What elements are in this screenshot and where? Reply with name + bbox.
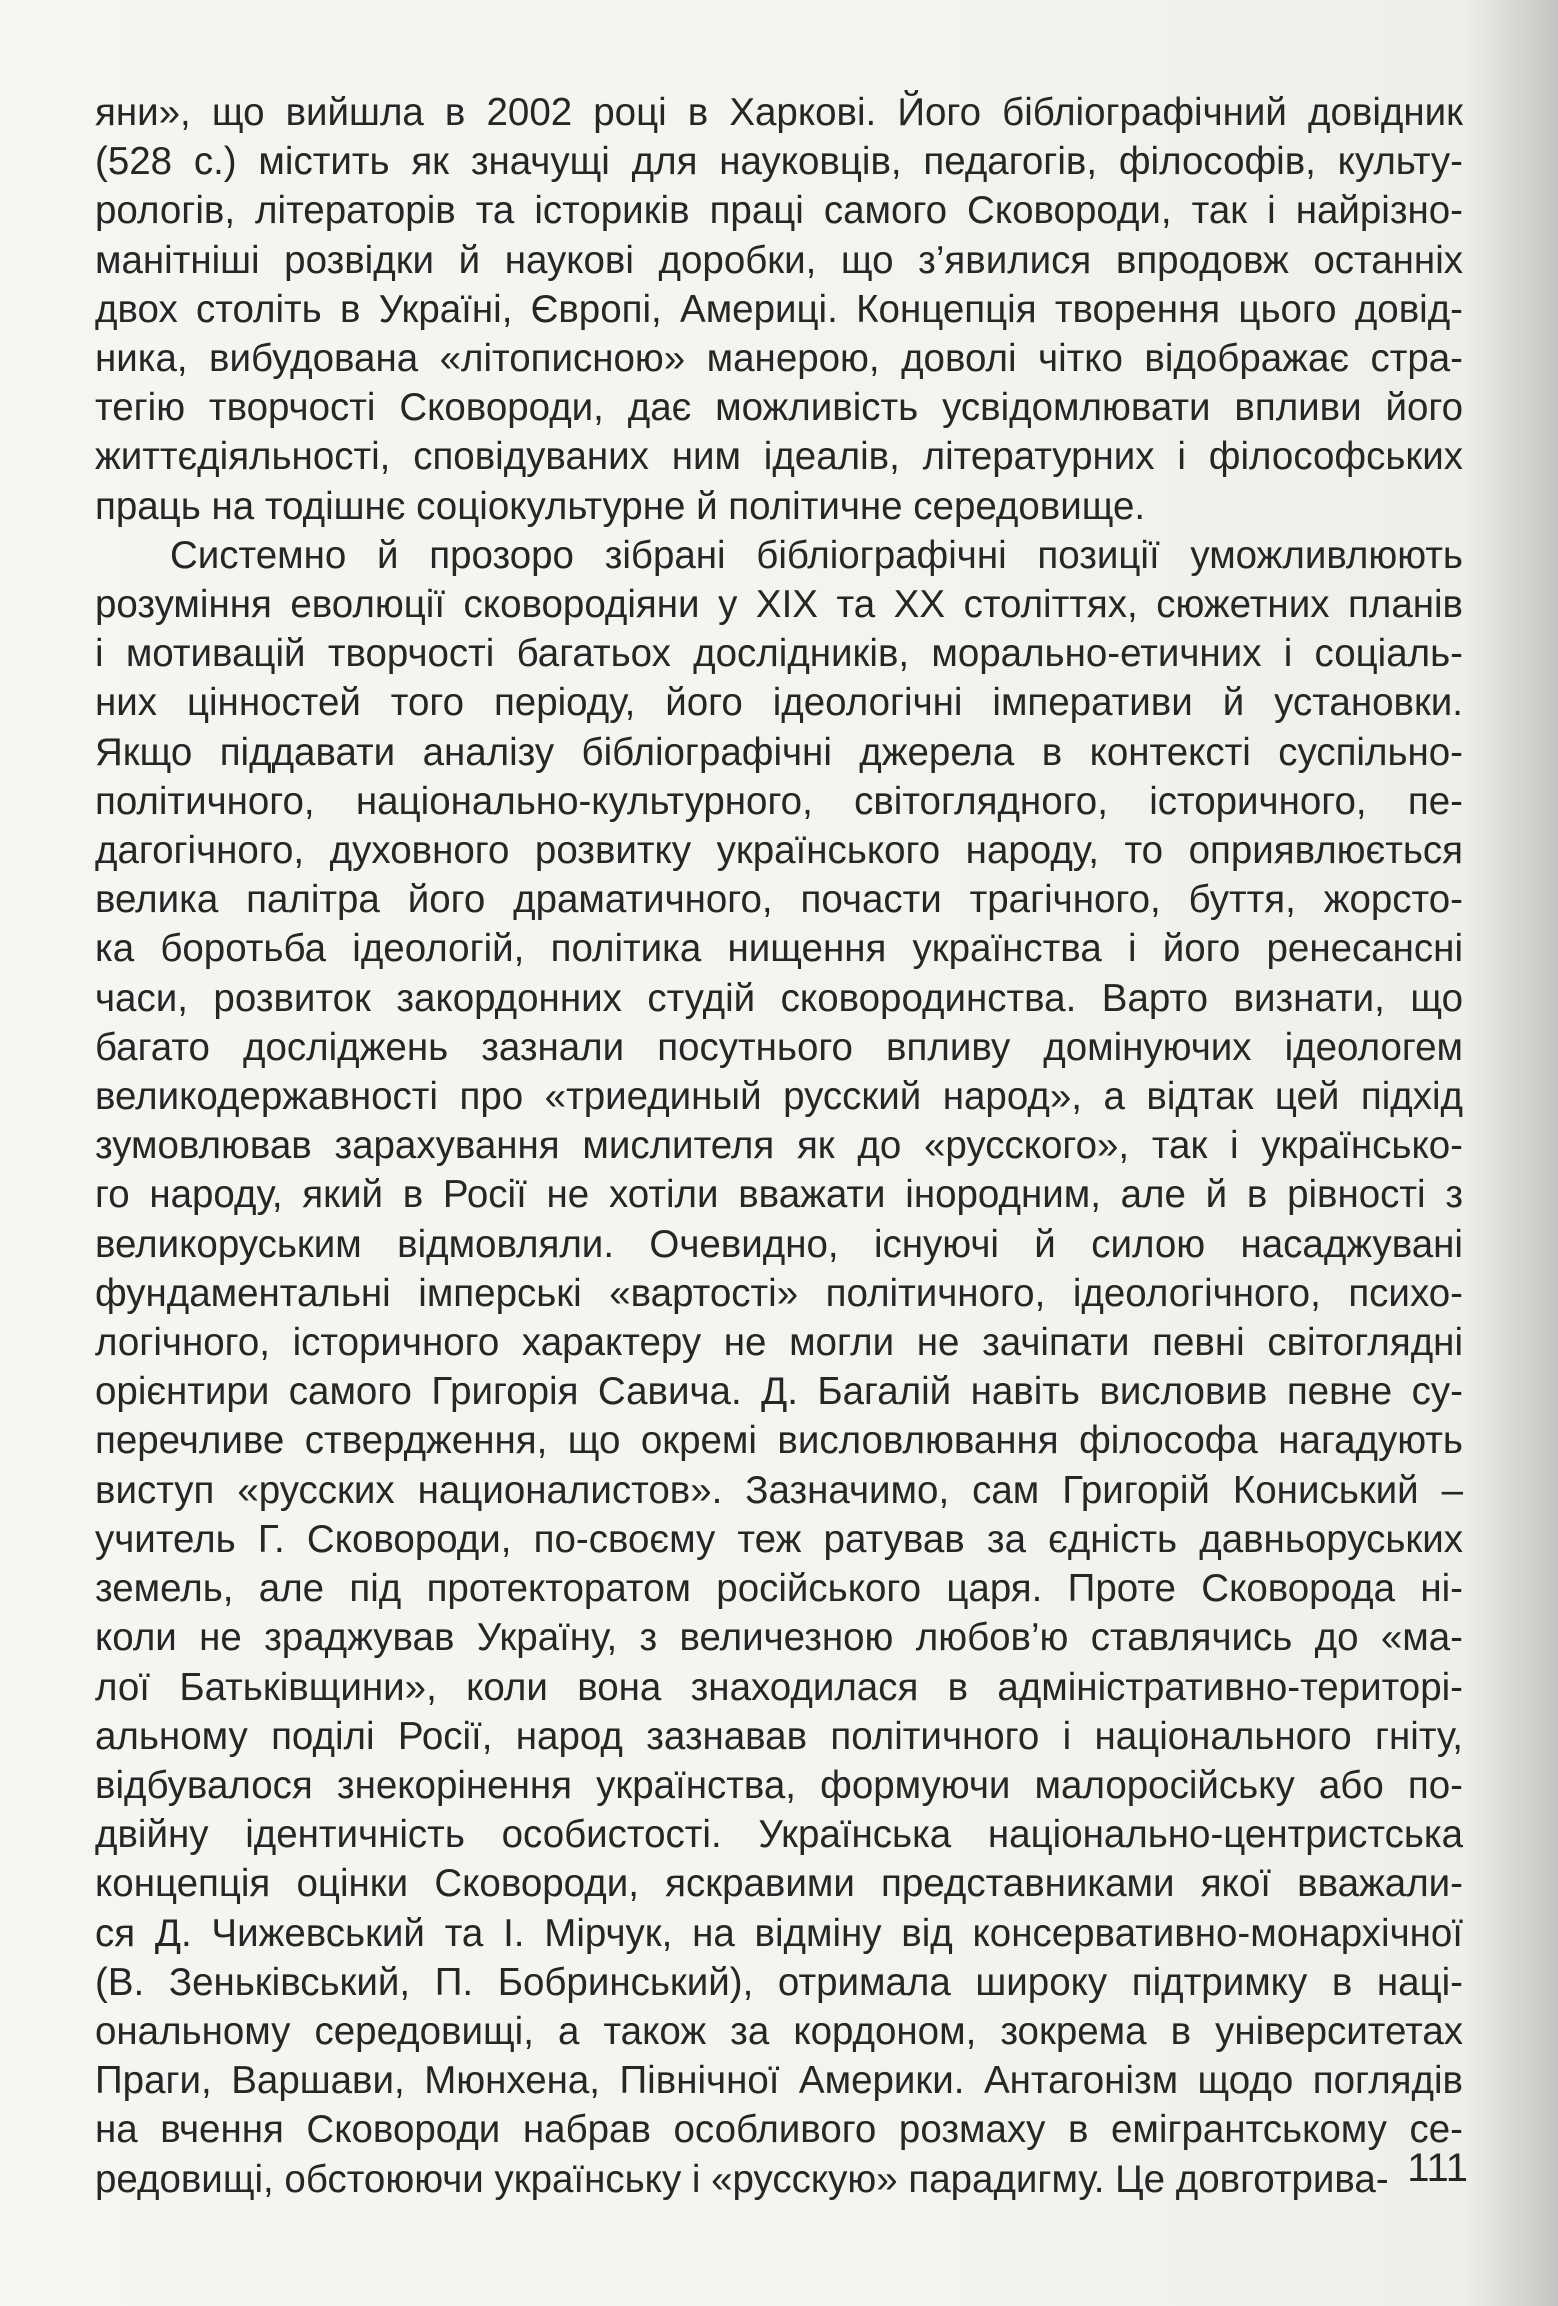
paragraph-continued — [95, 88, 1463, 531]
text-line: тегію творчості Сковороди, дає можливість усвідомлювати впливи його — [95, 386, 1463, 430]
text-line: і мотивацій творчості багатьох дослідників, морально-етичних і соціаль- — [95, 632, 1463, 676]
text-line: життєдіяльності, сповідуваних ним ідеалів, літературних і філософських — [95, 435, 1463, 479]
text-line: праць на тодішнє соціокультурне й політичне середовище. — [95, 484, 1146, 528]
text-line: земель, але під протекторатом російського царя. Проте Сковорода ні- — [95, 1567, 1463, 1611]
text-line: манітніші розвідки й наукові доробки, що з’явилися впродовж останніх — [95, 238, 1463, 282]
text-line: на вчення Сковороди набрав особливого розмаху в емігрантському се- — [95, 2108, 1463, 2152]
text-line: двох століть в Україні, Європі, Америці. Концепція творення цього довід- — [95, 287, 1463, 331]
text-line: велика палітра його драматичного, почасти трагічного, буття, жорсто- — [95, 878, 1463, 922]
text-line: редовищі, обстоюючи українську і «русскую» парадигму. Це довготрива- — [95, 2157, 1389, 2201]
text-line: Якщо піддавати аналізу бібліографічні джерела в контексті суспільно- — [95, 730, 1463, 774]
text-line: великоруським відмовляли. Очевидно, існуючі й силою насаджувані — [95, 1222, 1463, 1266]
text-line: часи, розвиток закордонних студій сковородинства. Варто визнати, що — [95, 976, 1463, 1020]
text-line: ся Д. Чижевський та І. Мірчук, на відміну від консервативно-монархічної — [95, 1911, 1463, 1955]
text-line: учитель Г. Сковороди, по-своєму теж ратував за єдність давньоруських — [95, 1517, 1463, 1561]
text-line: великодержавності про «триединый русский народ», а відтак цей підхід — [95, 1075, 1463, 1119]
text-line: політичного, національно-культурного, світоглядного, історичного, пе- — [95, 779, 1463, 823]
text-line: зумовлював зарахування мислителя як до «русского», так і українсько- — [95, 1124, 1463, 1168]
text-line: логічного, історичного характеру не могли не зачіпати певні світоглядні — [95, 1321, 1463, 1365]
text-line: концепція оцінки Сковороди, яскравими представниками якої вважали- — [95, 1862, 1463, 1906]
text-line: ника, вибудована «літописною» манерою, доволі чітко відображає стра- — [95, 337, 1463, 381]
text-line: яни», що вийшла в 2002 році в Харкові. Його бібліографічний довідник — [95, 91, 1463, 134]
text-line: ональному середовищі, а також за кордоном, зокрема в університетах — [95, 2009, 1463, 2053]
text-line: альному поділі Росії, народ зазнавав політичного і національного гніту, — [95, 1714, 1463, 1758]
text-line: го народу, який в Росії не хотіли вважати інородним, але й в рівності з — [95, 1173, 1463, 1217]
text-line: рологів, літераторів та істориків праці самого Сковороди, так і найрізно- — [95, 189, 1463, 233]
text-line: двійну ідентичність особистості. Українська національно-центристська — [95, 1813, 1463, 1857]
text-line: багато досліджень зазнали посутнього впливу домінуючих ідеологем — [95, 1025, 1463, 1069]
text-line: фундаментальні імперські «вартості» політичного, ідеологічного, психо- — [95, 1271, 1463, 1315]
page-number: 111 — [1407, 2146, 1468, 2190]
text-line: (В. Зеньківський, П. Бобринський), отримала широку підтримку в наці- — [95, 1960, 1463, 2004]
paragraph — [95, 531, 1463, 2204]
text-line: ка боротьба ідеологій, політика нищення українства і його ренесансні — [95, 927, 1463, 971]
text-line: орієнтири самого Григорія Савича. Д. Багалій навіть висловив певне су- — [95, 1370, 1463, 1414]
text-line: Праги, Варшави, Мюнхена, Північної Америки. Антагонізм щодо поглядів — [95, 2059, 1463, 2103]
text-line: перечливе ствердження, що окремі висловлювання філософа нагадують — [95, 1419, 1463, 1463]
text-line: (528 с.) містить як значущі для науковців, педагогів, філософів, культу- — [95, 140, 1463, 184]
text-line: лої Батьківщини», коли вона знаходилася в адміністративно-територі- — [95, 1665, 1463, 1709]
text-line: дагогічного, духовного розвитку українського народу, то оприявлюється — [95, 829, 1463, 873]
body-text — [95, 88, 1463, 2204]
text-line: розуміння еволюції сковородіяни у ХІХ та ХХ століттях, сюжетних планів — [95, 583, 1463, 627]
text-line: них цінностей того періоду, його ідеологічні імперативи й установки. — [95, 681, 1463, 725]
text-line: відбувалося знекорінення українства, формуючи малоросійську або по- — [95, 1763, 1463, 1807]
text-line: коли не зраджував Україну, з величезною любов’ю ставлячись до «ма- — [95, 1616, 1463, 1660]
text-line: виступ «русских националистов». Зазначимо, сам Григорій Кониський – — [95, 1468, 1463, 1512]
text-line: Системно й прозоро зібрані бібліографічні позиції уможливлюють — [170, 533, 1463, 577]
